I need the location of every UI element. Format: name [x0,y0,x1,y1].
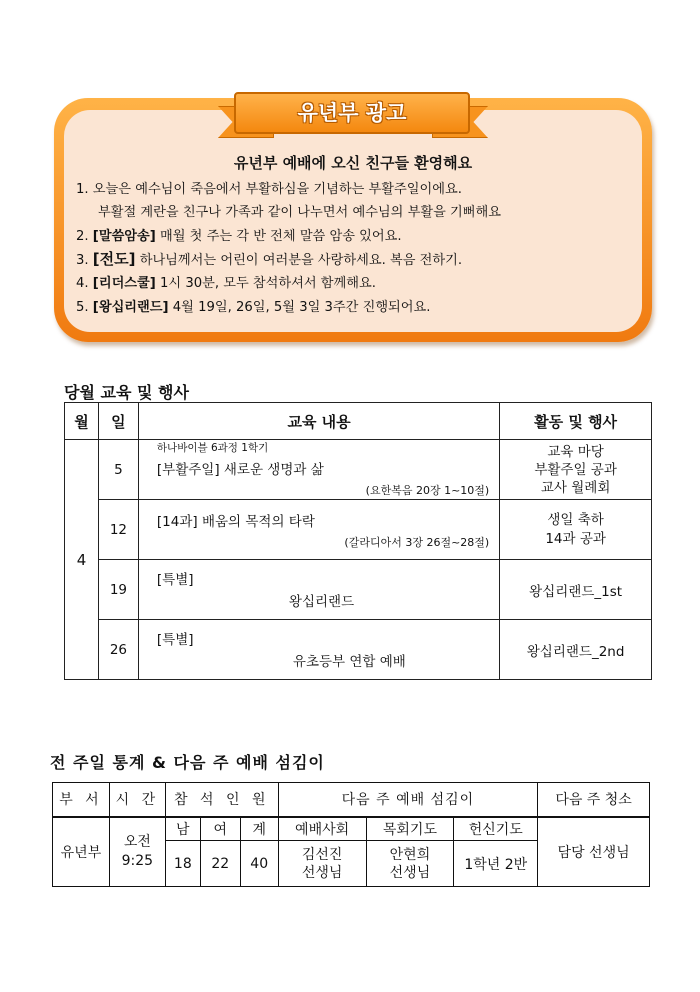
line-number: 2. [76,229,89,244]
header-day: 일 [98,403,138,440]
lesson-title: [특별] [156,632,194,648]
subheader-prayer: 목회기도 [366,817,454,841]
lesson-title: [부활주일] 새로운 생명과 삶 [156,462,324,478]
activity-cell [500,440,652,500]
announcement-line-1 [76,178,462,197]
line-keyword: [말씀암송] [92,229,156,244]
activity-cell [500,620,652,680]
offering-prayer-cell: 1학년 2반 [454,841,538,887]
header-dept: 부 서 [53,783,110,817]
line-text: 4월 19일, 26일, 5월 3일 3주간 진행되어요. [172,300,431,315]
line-number: 3. [76,253,89,268]
day-cell: 5 [98,440,138,500]
line-text: 하나님께서는 어린이 여러분을 사랑하세요. 복음 전하기. [139,253,463,268]
content-cell [138,620,499,680]
header-cleaning: 다음 주 청소 [538,783,650,817]
header-attendance: 참 석 인 원 [165,783,278,817]
line-keyword: [전도] [92,250,136,268]
lesson-title: [특별] [156,572,194,588]
line-number: 5. [76,300,89,315]
activity-item: 교사 월례회 [540,479,611,496]
line-text: 부활절 계란을 친구나 가족과 같이 나누면서 예수님의 부활을 기뻐해요 [98,205,501,220]
activity-cell [500,560,652,620]
header-time: 시 간 [109,783,165,817]
announcement-banner: 유년부 광고 [234,92,470,134]
education-section-title: 당월 교육 및 행사 [64,383,189,402]
prayer-cell [366,841,454,887]
announcement-line-2 [76,225,402,244]
subheader-male: 남 [165,817,200,841]
worship-host-title: 선생님 [301,864,343,881]
line-number: 1. [76,182,89,197]
line-text: 1시 30분, 모두 참석하셔서 함께해요. [160,276,376,291]
line-keyword: [왕십리랜드] [92,300,169,315]
lesson-center-title: 유초등부 연합 예배 [292,654,406,670]
worship-host-name: 김선진 [301,846,343,863]
activity-item: 14과 공과 [545,530,606,547]
activity-item: 왕십리랜드_1st [529,583,623,600]
activity-item: 교육 마당 [547,443,604,460]
announcement-line-3 [76,248,462,269]
announcement-line-1b [98,201,501,220]
lesson-center-title: 왕십리랜드 [288,594,355,610]
stats-section-title: 전 주일 통계 & 다음 주 예배 섬김이 [50,753,325,772]
curriculum-note: 하나바이블 6과정 1학기 [156,442,269,454]
prayer-title: 선생님 [389,864,431,881]
female-count: 22 [200,841,240,887]
table-row [65,440,652,500]
dept-cell: 유년부 [53,817,110,887]
time-cell [109,817,165,887]
header-servers: 다음 주 예배 섬김이 [278,783,537,817]
activity-item: 왕십리랜드_2nd [526,643,625,660]
stats-table [52,782,650,887]
content-cell [138,560,499,620]
content-cell [138,500,499,560]
education-table [64,402,652,680]
subheader-female: 여 [200,817,240,841]
male-count: 18 [165,841,200,887]
header-activity: 활동 및 행사 [500,403,652,440]
scripture-ref: (요한복음 20장 1~10절) [365,484,490,497]
line-text: 매월 첫 주는 각 반 전체 말씀 암송 있어요. [160,229,402,244]
lesson-title: [14과] 배움의 목적의 타락 [156,514,315,530]
time-value: 9:25 [121,852,154,869]
line-number: 4. [76,276,89,291]
cleaning-cell: 담당 선생님 [538,817,650,887]
line-text: 오늘은 예수님이 죽음에서 부활하심을 기념하는 부활주일이에요. [92,182,462,197]
scripture-ref: (갈라디아서 3장 26절~28절) [344,536,490,549]
activity-item: 생일 축하 [547,511,604,528]
table-row [65,500,652,560]
prayer-name: 안현희 [389,846,431,863]
activity-item: 부활주일 공과 [534,461,617,478]
header-month: 월 [65,403,99,440]
month-cell: 4 [65,440,99,680]
line-keyword: [리더스쿨] [92,276,156,291]
subheader-total: 계 [240,817,278,841]
worship-host-cell [278,841,366,887]
announcement-line-4 [76,272,376,291]
table-row [65,560,652,620]
total-count: 40 [240,841,278,887]
content-cell [138,440,499,500]
day-cell: 19 [98,560,138,620]
announcement-line-5 [76,296,430,315]
subheader-worship-host: 예배사회 [278,817,366,841]
activity-cell [500,500,652,560]
table-row [65,620,652,680]
header-content: 교육 내용 [138,403,499,440]
day-cell: 12 [98,500,138,560]
day-cell: 26 [98,620,138,680]
subheader-offering-prayer: 헌신기도 [454,817,538,841]
time-period: 오전 [123,833,151,850]
announcement-title: 유년부 예배에 오신 친구들 환영해요 [233,154,473,172]
